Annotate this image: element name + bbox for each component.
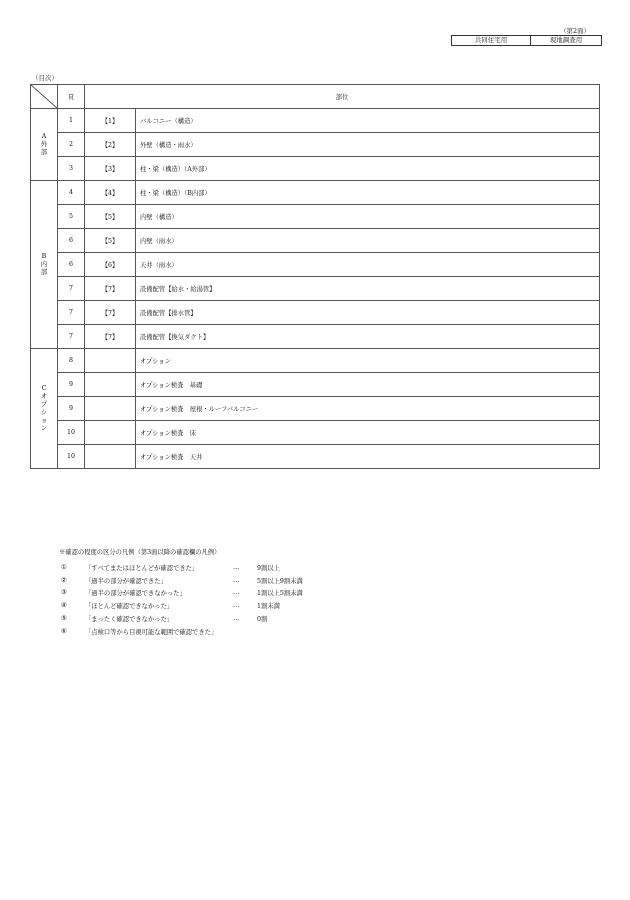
table-row <box>31 157 600 181</box>
code-cell: 【7】 <box>85 325 136 349</box>
legend-item <box>59 587 303 600</box>
part-cell: オプション検査 基礎 <box>136 373 600 397</box>
code-cell: 【2】 <box>85 133 136 157</box>
diagonal-line <box>31 85 57 108</box>
code-cell: 【4】 <box>85 181 136 205</box>
page-number: （第2面） <box>560 27 591 35</box>
part-cell: 設備配管【給水・給湯管】 <box>136 277 600 301</box>
code-cell <box>85 349 136 373</box>
section-label-char: 内 <box>40 260 48 268</box>
header-boxes <box>451 35 602 46</box>
part-cell: オプション検査 屋根・ルーフバルコニー <box>136 397 600 421</box>
table-row <box>31 301 600 325</box>
legend-dots: … <box>233 615 240 623</box>
legend <box>59 547 303 638</box>
legend-number: ② <box>61 576 67 584</box>
legend-text: 「過半の部分が確認できた」 <box>85 577 167 585</box>
legend-title: ※確認の程度の区分の凡例（第3面以降の確認欄の凡例） <box>59 549 221 556</box>
page-cell: 9 <box>58 397 85 421</box>
page-cell: 7 <box>58 277 85 301</box>
legend-value: 5割以上9割未満 <box>257 577 303 585</box>
page-cell: 9 <box>58 373 85 397</box>
legend-dots: … <box>233 576 240 584</box>
toc-label: （目次） <box>32 74 58 82</box>
legend-text: 「すべてまたはほとんどが確認できた」 <box>85 564 199 572</box>
code-cell <box>85 445 136 469</box>
table-row <box>31 325 600 349</box>
section-label-char: C <box>41 384 47 392</box>
part-column-header: 部位 <box>85 85 600 109</box>
part-cell: オプション検査 床 <box>136 421 600 445</box>
section-label <box>31 181 58 349</box>
table-row <box>31 349 600 373</box>
page-cell: 10 <box>58 421 85 445</box>
section-label-char: ョ <box>40 416 48 424</box>
table-row <box>31 445 600 469</box>
table-row <box>31 133 600 157</box>
page-cell: 3 <box>58 157 85 181</box>
part-cell: 天井（雨水） <box>136 253 600 277</box>
legend-item <box>59 625 303 638</box>
legend-item <box>59 574 303 587</box>
part-cell: 設備配管【換気ダクト】 <box>136 325 600 349</box>
legend-value: 9割以上 <box>257 564 280 572</box>
part-cell: 設備配管【排水管】 <box>136 301 600 325</box>
legend-item <box>59 561 303 574</box>
table-row <box>31 397 600 421</box>
legend-value: 1割未満 <box>257 603 280 611</box>
legend-item <box>59 599 303 612</box>
legend-dots: … <box>233 589 240 597</box>
code-cell <box>85 373 136 397</box>
page-cell: 6 <box>58 253 85 277</box>
part-cell: 内壁（構造） <box>136 205 600 229</box>
page-cell: 5 <box>58 205 85 229</box>
part-cell: バルコニー（構造） <box>136 109 600 133</box>
section-label <box>31 109 58 181</box>
table-row <box>31 205 600 229</box>
page-cell: 1 <box>58 109 85 133</box>
code-cell: 【3】 <box>85 157 136 181</box>
code-cell: 【1】 <box>85 109 136 133</box>
legend-text: 「過半の部分が確認できなかった」 <box>85 590 186 598</box>
toc-table <box>30 84 600 469</box>
part-cell: オプション <box>136 349 600 373</box>
code-cell: 【5】 <box>85 205 136 229</box>
legend-dots: … <box>233 602 240 610</box>
usage-type-box: 共同住宅用 <box>452 36 531 45</box>
table-row <box>31 277 600 301</box>
section-label-char: ン <box>40 424 48 432</box>
legend-value: 1割以上5割未満 <box>257 590 303 598</box>
page-cell: 2 <box>58 133 85 157</box>
legend-number: ④ <box>61 602 67 610</box>
legend-text: 「ほとんど確認できなかった」 <box>85 603 174 611</box>
code-cell <box>85 421 136 445</box>
legend-number: ⑤ <box>61 615 67 623</box>
part-cell: 内壁（雨水） <box>136 229 600 253</box>
table-row <box>31 109 600 133</box>
page-column-header: 頁 <box>58 85 85 109</box>
table-row <box>31 229 600 253</box>
section-label-char: 部 <box>40 268 48 276</box>
legend-text: 「点検口等から目視可能な範囲で確認できた」 <box>85 628 218 636</box>
table-row <box>31 373 600 397</box>
page-cell: 7 <box>58 301 85 325</box>
section-label-char: プ <box>40 400 48 408</box>
legend-value: 0割 <box>257 616 268 624</box>
section-label <box>31 349 58 469</box>
section-label-char: シ <box>40 408 48 416</box>
legend-item <box>59 612 303 625</box>
page-cell: 6 <box>58 229 85 253</box>
legend-number: ③ <box>61 589 67 597</box>
page-cell: 4 <box>58 181 85 205</box>
page-cell: 8 <box>58 349 85 373</box>
survey-type-box: 現地調査用 <box>549 36 583 44</box>
code-cell: 【5】 <box>85 229 136 253</box>
table-row <box>31 421 600 445</box>
section-label-char: 外 <box>40 140 48 148</box>
diagonal-header-cell <box>31 85 58 109</box>
part-cell: 柱・梁（構造）（B内部） <box>136 181 600 205</box>
section-label-char: A <box>41 132 47 140</box>
section-label-char: 部 <box>40 148 48 156</box>
table-row <box>31 253 600 277</box>
section-label-char: オ <box>40 392 48 400</box>
code-cell: 【7】 <box>85 301 136 325</box>
part-cell: オプション検査 天井 <box>136 445 600 469</box>
legend-dots: … <box>233 563 240 571</box>
page-cell: 7 <box>58 325 85 349</box>
legend-text: 「まったく確認できなかった」 <box>85 616 174 624</box>
part-cell: 外壁（構造・雨水） <box>136 133 600 157</box>
section-label-char: B <box>41 252 47 260</box>
page-cell: 10 <box>58 445 85 469</box>
part-cell: 柱・梁（構造）（A外部） <box>136 157 600 181</box>
legend-number: ⑥ <box>61 627 67 635</box>
code-cell: 【7】 <box>85 277 136 301</box>
code-cell <box>85 397 136 421</box>
table-row <box>31 181 600 205</box>
legend-number: ① <box>61 563 67 571</box>
code-cell: 【6】 <box>85 253 136 277</box>
